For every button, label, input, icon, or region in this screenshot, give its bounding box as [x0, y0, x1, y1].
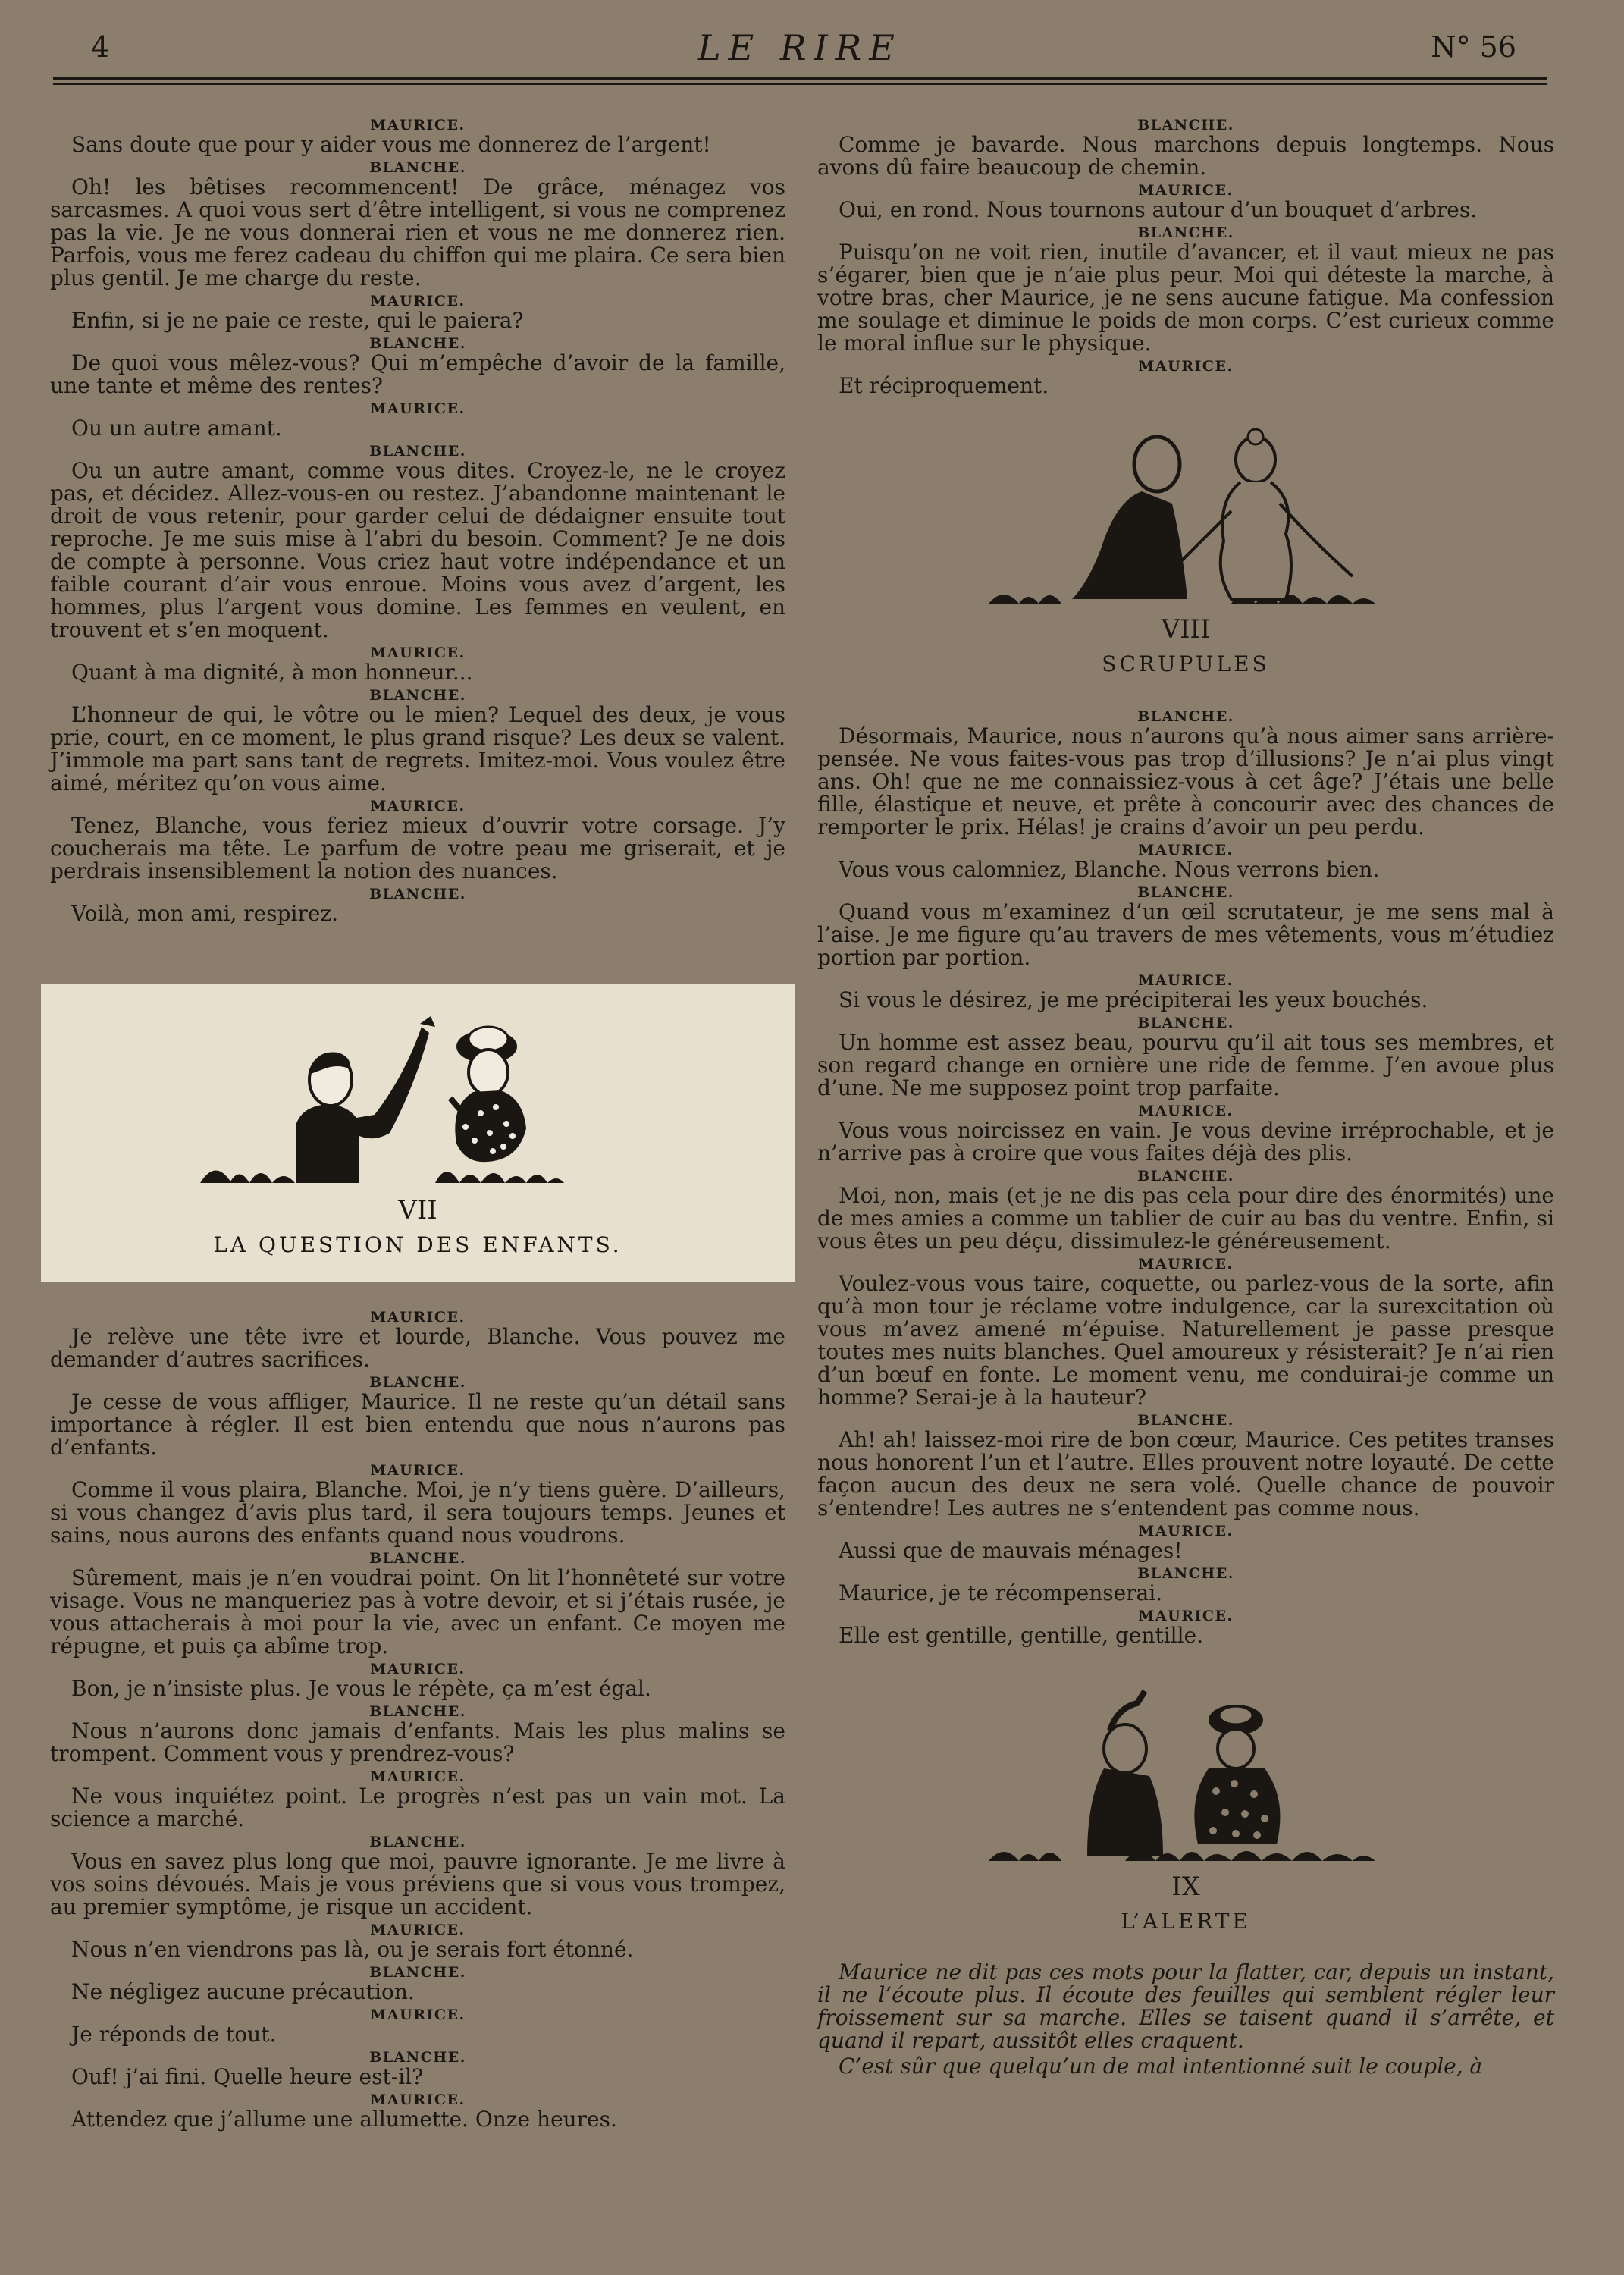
- dialogue-text: Nous n’aurons donc jamais d’enfants. Mais les plus malins se trompent. Comment vous y prendrez-vous?: [50, 1718, 785, 1766]
- speaker-name: MAURICE.: [1138, 842, 1234, 858]
- dialogue-block: [50, 2007, 785, 2046]
- speaker-name: BLANCHE.: [369, 2049, 466, 2066]
- speaker-name: BLANCHE.: [369, 1703, 466, 1720]
- dialogue-block: [50, 443, 785, 642]
- dialogue-text: Je relève une tête ivre et lourde, Blanche. Vous pouvez me demander d’autres sacrifices.: [50, 1324, 785, 1372]
- dialogue-block: [50, 1768, 785, 1831]
- speaker-name: BLANCHE.: [369, 1834, 466, 1850]
- right-column-top: [817, 117, 1554, 397]
- dialogue-text: Maurice, je te récompenserai.: [839, 1580, 1163, 1605]
- speaker-name: MAURICE.: [370, 400, 466, 417]
- dialogue-text: Voulez-vous vous taire, coquette, ou parlez-vous de la sorte, afin qu’à mon tour je réclame votre indulgence, car la surexcitation où vous m’avez amené m’épuise. Naturellement je passe presque toutes mes nuits blanches. Quel amoureux y résisterait? Je n’ai rien d’un bœuf en fonte. Le moment venu, me conduirai-je comme un homme? Serai-je à la hauteur?: [817, 1271, 1554, 1410]
- dialogue-block: [817, 1523, 1554, 1562]
- narrative-paragraph: Maurice ne dit pas ces mots pour la flatter, car, depuis un instant, il ne l’écoute plus. Il écoute des feuilles qui semblent régler leur froissement sur sa marche. Elles se taisent quand il s’arrête, et quand il repart, aussitôt elles craquent.: [817, 1960, 1554, 2053]
- speaker-name: BLANCHE.: [369, 159, 466, 176]
- chapter-ix-number: IX: [1171, 1872, 1200, 1902]
- header-rule: [53, 77, 1547, 80]
- speaker-name: MAURICE.: [1138, 972, 1234, 989]
- dialogue-text: Attendez que j’allume une allumette. Onze heures.: [71, 2107, 617, 2132]
- dialogue-text: Nous n’en viendrons pas là, ou je serais fort étonné.: [71, 1937, 634, 1962]
- dialogue-text: Ou un autre amant.: [71, 416, 282, 441]
- dialogue-block: [817, 1256, 1554, 1409]
- speaker-name: MAURICE.: [1138, 1608, 1234, 1624]
- speaker-name: BLANCHE.: [369, 886, 466, 902]
- speaker-name: BLANCHE.: [369, 687, 466, 704]
- speaker-name: BLANCHE.: [369, 335, 466, 352]
- dialogue-block: [817, 842, 1554, 881]
- dialogue-text: Quant à ma dignité, à mon honneur...: [71, 660, 473, 685]
- speaker-name: BLANCHE.: [369, 443, 466, 460]
- dialogue-block: [50, 1309, 785, 1371]
- dialogue-block: [817, 1103, 1554, 1165]
- speaker-name: BLANCHE.: [1137, 884, 1234, 901]
- speaker-name: MAURICE.: [1138, 1523, 1234, 1539]
- dialogue-text: Je cesse de vous affliger, Maurice. Il ne reste qu’un détail sans importance à régler. Il est bien entendu que nous n’aurons pas d’enfants.: [50, 1389, 785, 1460]
- dialogue-block: [50, 400, 785, 440]
- dialogue-text: Si vous le désirez, je me précipiterai les yeux bouchés.: [839, 987, 1428, 1012]
- dialogue-block: [817, 1565, 1554, 1605]
- dialogue-text: Et réciproquement.: [839, 373, 1049, 398]
- speaker-name: MAURICE.: [370, 645, 466, 661]
- page-number: 4: [91, 30, 110, 64]
- chapter-vii-panel: [41, 984, 795, 1282]
- dialogue-text: Tenez, Blanche, vous feriez mieux d’ouvrir votre corsage. J’y coucherais ma tête. Le parfum de votre peau me griserait, et je perdrais insensiblement la notion des nuances.: [50, 813, 785, 883]
- right-column-bottom: [817, 1961, 1554, 2078]
- illustration-man-woman-icon: [41, 984, 795, 1189]
- dialogue-block: [50, 2049, 785, 2088]
- dialogue-block: [817, 1015, 1554, 1100]
- speaker-name: BLANCHE.: [1137, 1412, 1234, 1429]
- speaker-name: BLANCHE.: [1137, 708, 1234, 725]
- right-column-middle: [817, 708, 1554, 1647]
- dialogue-block: [50, 687, 785, 795]
- narrative-paragraph: C’est sûr que quelqu’un de mal intentionné suit le couple, à: [839, 2054, 1483, 2079]
- dialogue-block: [50, 1922, 785, 1961]
- dialogue-text: Je réponds de tout.: [71, 2022, 277, 2047]
- dialogue-block: [50, 2091, 785, 2131]
- dialogue-text: Vous vous calomniez, Blanche. Nous verrons bien.: [839, 857, 1380, 882]
- right-column: [817, 114, 1554, 2081]
- speaker-name: MAURICE.: [1138, 1256, 1234, 1272]
- dialogue-text: Sûrement, mais je n’en voudrai point. On lit l’honnêteté sur votre visage. Vous ne manqueriez pas à votre devoir, et si j’étais rusée, je vous attacherais à moi pour la vie, avec un enfant. Ce moyen me répugne, et puis ça abîme trop.: [50, 1565, 785, 1658]
- dialogue-block: [50, 335, 785, 397]
- dialogue-text: Désormais, Maurice, nous n’aurons qu’à nous aimer sans arrière-pensée. Ne vous faites-vous pas trop d’illusions? Je n’ai plus vingt ans. Oh! que ne me connaissiez-vous à cet âge? J’étais une belle fille, élastique et neuve, et prête à concourir avec des chances de remporter le prix. Hélas! je crains d’avoir un peu perdu.: [817, 723, 1554, 839]
- dialogue-block: [50, 645, 785, 684]
- dialogue-block: [817, 1412, 1554, 1520]
- dialogue-block: [817, 117, 1554, 179]
- chapter-viii-number: VIII: [1161, 614, 1211, 645]
- dialogue-block: [50, 1964, 785, 2004]
- issue-number: N° 56: [1431, 30, 1516, 64]
- publication-title: LE RIRE: [698, 27, 902, 68]
- dialogue-block: [50, 1550, 785, 1658]
- illustration-couple-icon: [973, 428, 1398, 610]
- dialogue-text: Bon, je n’insiste plus. Je vous le répète, ça m’est égal.: [71, 1676, 651, 1701]
- dialogue-text: Oui, en rond. Nous tournons autour d’un bouquet d’arbres.: [839, 197, 1478, 222]
- dialogue-text: De quoi vous mêlez-vous? Qui m’empêche d’avoir de la famille, une tante et même des rentes?: [50, 350, 785, 398]
- speaker-name: BLANCHE.: [369, 1550, 466, 1567]
- speaker-name: MAURICE.: [370, 1309, 466, 1326]
- speaker-name: MAURICE.: [1138, 182, 1234, 199]
- dialogue-text: Vous en savez plus long que moi, pauvre ignorante. Je me livre à vos soins dévoués. Mais je vous préviens que si vous vous trompez, au premier symptôme, je risque un accident.: [50, 1849, 785, 1919]
- dialogue-block: [817, 972, 1554, 1012]
- speaker-name: MAURICE.: [370, 2007, 466, 2023]
- dialogue-text: Quand vous m’examinez d’un œil scrutateur, je me sens mal à l’aise. Je me figure qu’au travers de mes vêtements, vous m’étudiez portion par portion.: [817, 899, 1554, 970]
- dialogue-text: Vous vous noircissez en vain. Je vous devine irréprochable, et je n’arrive pas à croire que vous faites déjà des plis.: [817, 1118, 1554, 1166]
- speaker-name: MAURICE.: [370, 1922, 466, 1938]
- dialogue-text: Aussi que de mauvais ménages!: [839, 1538, 1183, 1563]
- speaker-name: BLANCHE.: [1137, 1168, 1234, 1185]
- dialogue-text: Comme je bavarde. Nous marchons depuis longtemps. Nous avons dû faire beaucoup de chemin.: [817, 132, 1554, 180]
- dialogue-text: Ne négligez aucune précaution.: [71, 1979, 415, 2004]
- dialogue-block: [50, 798, 785, 883]
- dialogue-text: Oh! les bêtises recommencent! De grâce, ménagez vos sarcasmes. A quoi vous sert d’être intelligent, si vous ne comprenez pas la vie. Je ne vous donnerai rien et vous ne me donnerez rien. Parfois, vous me ferez cadeau du chiffon qui me plaira. Ce sera bien plus gentil. Je me charge du reste.: [50, 174, 785, 290]
- dialogue-block: [50, 159, 785, 290]
- dialogue-block: [817, 1168, 1554, 1253]
- left-column-top: [50, 114, 785, 928]
- dialogue-text: Sans doute que pour y aider vous me donnerez de l’argent!: [71, 132, 711, 157]
- page-header: [53, 26, 1547, 71]
- dialogue-block: [50, 1834, 785, 1919]
- dialogue-block: [817, 224, 1554, 355]
- speaker-name: BLANCHE.: [369, 1374, 466, 1391]
- chapter-vii-title: LA QUESTION DES ENFANTS.: [213, 1232, 622, 1257]
- speaker-name: BLANCHE.: [1137, 117, 1234, 133]
- dialogue-block: [817, 884, 1554, 969]
- speaker-name: MAURICE.: [370, 117, 466, 133]
- dialogue-block: [50, 1703, 785, 1765]
- dialogue-block: [817, 708, 1554, 839]
- dialogue-text: Enfin, si je ne paie ce reste, qui le paiera?: [71, 308, 524, 333]
- dialogue-block: [50, 293, 785, 332]
- speaker-name: MAURICE.: [370, 1661, 466, 1677]
- speaker-name: BLANCHE.: [369, 1964, 466, 1981]
- dialogue-block: [50, 117, 785, 156]
- chapter-viii-title: SCRUPULES: [1102, 651, 1270, 676]
- speaker-name: MAURICE.: [1138, 358, 1234, 375]
- dialogue-text: L’honneur de qui, le vôtre ou le mien? Lequel des deux, je vous prie, court, en ce moment, le plus grand risque? Les deux se valent. J’immole ma part sans tant de regrets. Imitez-moi. Vous voulez être aimé, méritez qu’on vous aime.: [50, 702, 785, 795]
- speaker-name: BLANCHE.: [1137, 1565, 1234, 1582]
- dialogue-text: Ne vous inquiétez point. Le progrès n’est pas un vain mot. La science a marché.: [50, 1784, 785, 1831]
- chapter-ix-illustration: [817, 1685, 1554, 1935]
- speaker-name: MAURICE.: [370, 1768, 466, 1785]
- speaker-name: MAURICE.: [370, 798, 466, 814]
- chapter-vii-number: VII: [398, 1195, 437, 1225]
- dialogue-block: [50, 1661, 785, 1700]
- left-column-bottom: [50, 1306, 785, 2134]
- dialogue-block: [817, 358, 1554, 397]
- speaker-name: MAURICE.: [1138, 1103, 1234, 1119]
- dialogue-text: Ou un autre amant, comme vous dites. Croyez-le, ne le croyez pas, et décidez. Allez-vous-en ou restez. J’abandonne maintenant le droit de vous retenir, pour garder celui de dédaigner ensuite tout reproche. Je me suis mise à l’abri du besoin. Comment? Je ne dois de compte à personne. Vous criez haut votre indépendance et un faible courant d’air vous enroue. Moins vous avez d’argent, les hommes, plus l’argent vous domine. Les femmes en veulent, en trouvent et s’en moquent.: [50, 458, 785, 642]
- speaker-name: BLANCHE.: [1137, 224, 1234, 241]
- dialogue-text: Elle est gentille, gentille, gentille.: [839, 1623, 1204, 1648]
- dialogue-block: [50, 1374, 785, 1459]
- dialogue-text: Comme il vous plaira, Blanche. Moi, je n’y tiens guère. D’ailleurs, si vous changez d’avis plus tard, il sera toujours temps. Jeunes et sains, nous aurons des enfants quand nous voudrons.: [50, 1477, 785, 1548]
- dialogue-text: Voilà, mon ami, respirez.: [71, 901, 339, 926]
- speaker-name: MAURICE.: [370, 2091, 466, 2108]
- speaker-name: MAURICE.: [370, 293, 466, 309]
- dialogue-block: [817, 1608, 1554, 1647]
- dialogue-text: Ouf! j’ai fini. Quelle heure est-il?: [71, 2064, 424, 2089]
- dialogue-text: Puisqu’on ne voit rien, inutile d’avancer, et il vaut mieux ne pas s’égarer, bien que je n’aie plus peur. Moi qui déteste la marche, à votre bras, cher Maurice, je ne sens aucune fatigue. Ma confession me soulage et diminue le poids de mon corps. C’est curieux comme le moral influe sur le physique.: [817, 240, 1554, 356]
- dialogue-text: Un homme est assez beau, pourvu qu’il ait tous ses membres, et son regard change en ornière une ride de femme. J’en avoue plus d’une. Ne me supposez point trop parfaite.: [817, 1030, 1554, 1100]
- speaker-name: BLANCHE.: [1137, 1015, 1234, 1031]
- dialogue-block: [817, 182, 1554, 221]
- chapter-ix-title: L’ALERTE: [1121, 1909, 1251, 1934]
- dialogue-block: [50, 1462, 785, 1547]
- chapter-viii-illustration: [817, 428, 1554, 678]
- speaker-name: MAURICE.: [370, 1462, 466, 1479]
- header-rule-thin: [53, 83, 1547, 85]
- illustration-alert-icon: [973, 1685, 1398, 1867]
- dialogue-text: Ah! ah! laissez-moi rire de bon cœur, Maurice. Ces petites transes nous honorent l’un et l’autre. Elles prouvent notre loyauté. De cette façon aucun des deux ne sera volé. Quelle chance de pouvoir s’entendre! Les autres ne s’entendent pas comme nous.: [817, 1427, 1554, 1520]
- dialogue-text: Moi, non, mais (et je ne dis pas cela pour dire des énormités) une de mes amies a comme un tablier de cuir au bas du ventre. Enfin, si vous êtes un peu déçu, dissimulez-le généreusement.: [817, 1183, 1554, 1254]
- dialogue-block: [50, 886, 785, 925]
